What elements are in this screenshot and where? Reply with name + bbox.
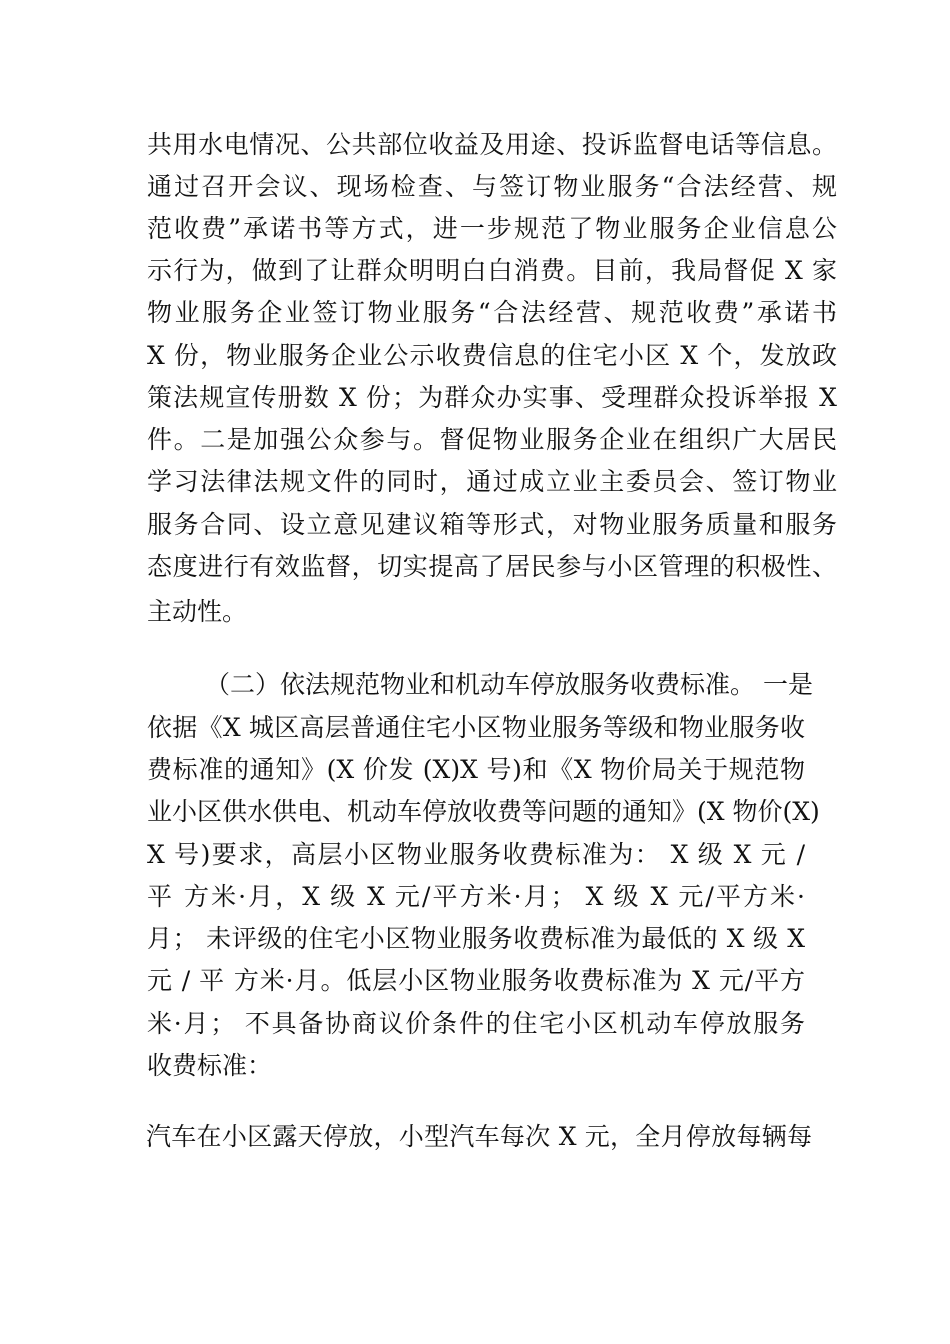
text-line-15: 费标准的通知》(X 价发 (X)X 号)和《X 物价局关于规范物: [147, 755, 805, 784]
text-line-7: 策法规宣传册数 X 份；为群众办实事、受理群众投诉举报 X: [147, 383, 837, 412]
text-line-17: X 号)要求，高层小区物业服务收费标准为： X 级 X 元 /: [147, 840, 805, 869]
text-line-14: 依据《X 城区高层普通住宅小区物业服务等级和物业服务收: [147, 713, 805, 742]
text-line-4: 示行为，做到了让群众明明白白消费。目前，我局督促 X 家: [147, 256, 837, 285]
text-line-10: 服务合同、设立意见建议箱等形式，对物业服务质量和服务: [147, 510, 837, 539]
text-line-18: 平 方米·月，X 级 X 元/平方米·月； X 级 X 元/平方米·: [147, 882, 805, 911]
text-line-22: 收费标准：: [147, 1051, 273, 1080]
text-line-12: 主动性。: [147, 597, 248, 626]
text-line-21: 米·月； 不具备协商议价条件的住宅小区机动车停放服务: [147, 1009, 805, 1038]
section-heading-line: （二）依法规范物业和机动车停放服务收费标准。 一是: [205, 670, 813, 699]
text-line-6: X 份，物业服务企业公示收费信息的住宅小区 X 个，发放政: [147, 341, 837, 370]
text-line-11: 态度进行有效监督，切实提高了居民参与小区管理的积极性、: [147, 552, 837, 581]
text-line-2: 通过召开会议、现场检查、与签订物业服务“合法经营、规: [147, 172, 837, 201]
text-line-23: 汽车在小区露天停放，小型汽车每次 X 元，全月停放每辆每: [146, 1122, 812, 1151]
text-line-3: 范收费”承诺书等方式，进一步规范了物业服务企业信息公: [147, 214, 837, 243]
text-line-1: 共用水电情况、公共部位收益及用途、投诉监督电话等信息。: [147, 130, 837, 159]
text-line-20: 元 / 平 方米·月。低层小区物业服务收费标准为 X 元/平方: [147, 966, 805, 995]
text-line-9: 学习法律法规文件的同时，通过成立业主委员会、签订物业: [147, 467, 837, 496]
text-line-8: 件。二是加强公众参与。督促物业服务企业在组织广大居民: [147, 425, 837, 454]
text-line-19: 月； 未评级的住宅小区物业服务收费标准为最低的 X 级 X: [147, 924, 805, 953]
text-line-16: 业小区供水供电、机动车停放收费等问题的通知》(X 物价(X): [147, 797, 820, 826]
text-line-5: 物业服务企业签订物业服务“合法经营、规范收费”承诺书: [147, 298, 837, 327]
